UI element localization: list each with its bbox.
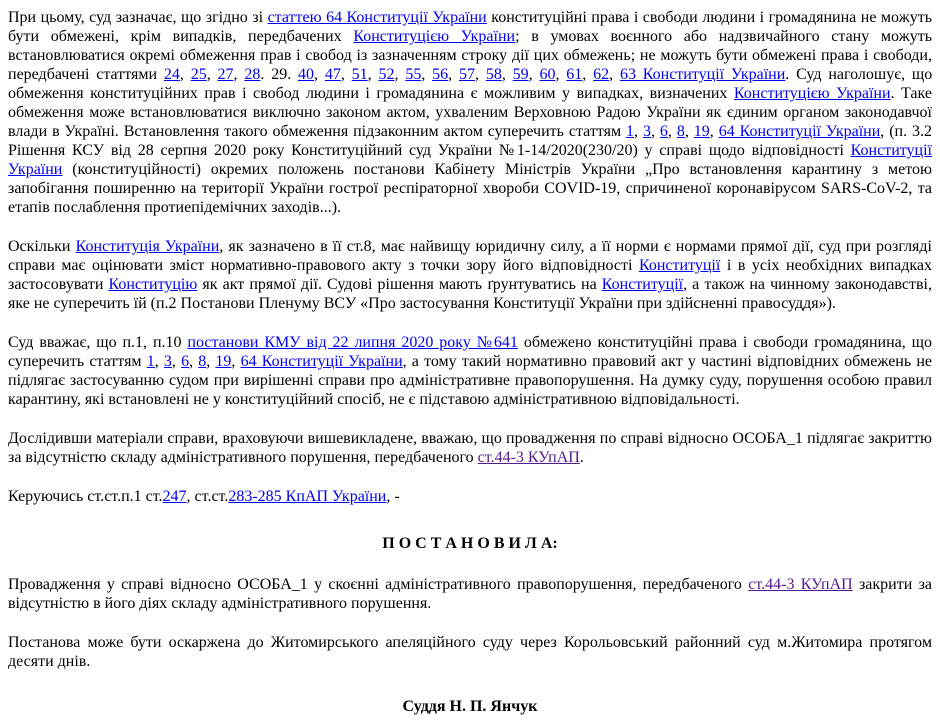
resolution-heading (8, 534, 932, 553)
text-run: , (501, 66, 513, 83)
legal-reference-link[interactable]: Конституцією України (733, 85, 891, 102)
legal-reference-link[interactable]: 62 (593, 66, 610, 83)
legal-reference-link[interactable]: ст.44-3 КУпАП (748, 576, 853, 593)
text-run: Керуючись ст.ст.п.1 ст. (8, 488, 163, 505)
legal-reference-link[interactable]: 24 (163, 66, 180, 83)
text-run: , (171, 353, 182, 370)
text-run: , а також на чинному законодавстві, яке не суперечить їй (п.2 Постанови Пленуму ВСУ «Про застосування Конституції України при здійсненні правосуддя»). (8, 276, 932, 312)
legal-reference-link[interactable]: Конституція України (75, 238, 220, 255)
text-run: , (154, 353, 164, 370)
text-run: і в усіх необхідних випадках застосовувати (8, 257, 933, 293)
text-run: , (233, 66, 245, 83)
legal-reference-link[interactable]: ст.44-3 КУпАП (477, 449, 580, 466)
text-run: , а тому такий нормативно правовий акт у частині відповідних обмежень не підлягає застосуванню судом при вирішенні справи про адміністративне правопорушення. На думку суду, порушення особою правил карантину, які встановлені не у конституційний спосіб, не є підставою адміністративною відповідальності. (8, 353, 933, 408)
legal-reference-link[interactable]: 64 Конституції України (718, 123, 881, 140)
legal-reference-link[interactable]: 64 Конституції України (240, 353, 403, 370)
legal-reference-link[interactable]: 247 (162, 488, 187, 505)
text-run: , (528, 66, 540, 83)
legal-reference-link[interactable]: 25 (190, 66, 207, 83)
legal-reference-link[interactable]: 40 (298, 66, 315, 83)
text-run: Постанова може бути оскаржена до Житомирського апеляційного суду через Корольовський районний суд м.Житомира протягом десяти днів. (8, 634, 932, 670)
text-run: , (609, 66, 620, 83)
text-run: . (579, 449, 584, 466)
text-run: . 29. (260, 66, 299, 83)
text-run: , (340, 66, 352, 83)
text-run: , (206, 66, 218, 83)
text-run: , ст.ст. (186, 488, 229, 505)
text-run: Дослідивши матеріали справи, враховуючи вишевикладене, вважаю, що провадження по справі відносно ОСОБА_1 підлягає закриттю за відсутністю складу адміністративного порушення, передбаченого (8, 430, 932, 466)
text-run: . Суд наголошує, що обмеження конституційних прав і свобод людини і громадянина є можливим у випадках, визначених (8, 66, 933, 102)
text-run: , (п. 3.2 Рішення КСУ від 28 серпня 2020 року Конституційний суд України №1-14/2020(230/20) у справі щодо відповідності (8, 123, 933, 159)
legal-reference-link[interactable]: Конституції України (8, 142, 932, 178)
text-run: , - (386, 488, 400, 505)
text-run: . Таке обмеження може встановлюватися виключно законом актом, ухваленим Верховною Радою України як єдиним органом законодавчої влади в Україні. Встановлення такого обмеження підзаконним актом суперечить статтям (8, 85, 932, 140)
text-run: , (189, 353, 199, 370)
text-run: , (421, 66, 433, 83)
legal-reference-link[interactable]: 8 (676, 123, 685, 140)
paragraph (8, 487, 932, 506)
paragraph (8, 237, 932, 313)
legal-reference-link[interactable]: 28 (244, 66, 261, 83)
text-run: , (206, 353, 216, 370)
text-run: , (650, 123, 660, 140)
text-run: Суддя Н. П. Янчук (402, 698, 538, 715)
text-run: як акт прямої дії. Судові рішення мають ґрунтуватись на (197, 276, 602, 293)
text-run: , (179, 66, 191, 83)
text-run: , (314, 66, 325, 83)
text-run: (конституційності) окремих положень постанови Кабінету Міністрів України „Про встановлення карантину з метою запобігання поширенню на території України гострої респіраторної хвороби COVID-19, спричиненої коронавірусом SARS-CoV-2, та етапів послаблення протиепідемічних заходів...). (8, 161, 932, 216)
legal-reference-link[interactable]: статтею 64 Конституції України (267, 9, 487, 26)
legal-reference-link[interactable]: 59 (512, 66, 529, 83)
legal-reference-link[interactable]: 6 (659, 123, 668, 140)
legal-reference-link[interactable]: 3 (163, 353, 172, 370)
legal-reference-link[interactable]: 51 (351, 66, 368, 83)
paragraph (8, 429, 932, 467)
paragraph (8, 575, 932, 613)
paragraph (8, 8, 932, 217)
legal-reference-link[interactable]: Конституції (638, 257, 721, 274)
legal-reference-link[interactable]: Конституцію (108, 276, 198, 293)
judge-signature (8, 697, 932, 716)
legal-reference-link[interactable]: 1 (146, 353, 155, 370)
text-run: , (634, 123, 643, 140)
legal-reference-link[interactable]: 283-285 КпАП України (228, 488, 387, 505)
text-run: Провадження у справі відносно ОСОБА_1 у скоєнні адміністративного правопорушення, передбаченого (8, 576, 749, 593)
text-run: , (367, 66, 379, 83)
legal-reference-link[interactable]: 47 (324, 66, 341, 83)
legal-reference-link[interactable]: 3 (642, 123, 651, 140)
court-decision-document (8, 8, 932, 716)
text-run: , (709, 123, 719, 140)
text-run: Суд вважає, що п.1, п.10 (8, 334, 188, 351)
text-run: конституційні права і свободи людини і громадянина не можуть бути обмежені, крім випадків, передбачених (8, 9, 932, 45)
legal-reference-link[interactable]: постанови КМУ від 22 липня 2020 року №641 (187, 334, 518, 351)
legal-reference-link[interactable]: 19 (215, 353, 232, 370)
legal-reference-link[interactable]: 1 (626, 123, 635, 140)
text-run: При цьому, суд зазначає, що згідно зі (8, 9, 268, 26)
legal-reference-link[interactable]: 27 (217, 66, 234, 83)
legal-reference-link[interactable]: 55 (405, 66, 422, 83)
text-run: П О С Т А Н О В И Л А: (382, 535, 558, 552)
paragraph (8, 633, 932, 671)
text-run: ; в умовах воєнного або надзвичайного стану можуть встановлюватися окремі обмеження прав і свобод із зазначенням строку дії цих обмежень; не можуть бути обмежені права і свободи, передбачені статтями (8, 28, 933, 83)
text-run: , (394, 66, 406, 83)
text-run: , (582, 66, 594, 83)
text-run: , (684, 123, 694, 140)
text-run: , (667, 123, 677, 140)
text-run: , (555, 66, 567, 83)
text-run: , як зазначено в її ст.8, має найвищу юридичну силу, а її норми є нормами прямої дії, суд при розгляді справи має оцінювати зміст нормативно-правового акту з точки зору його відповідності (8, 238, 932, 274)
legal-reference-link[interactable]: 63 Конституції України (619, 66, 786, 83)
legal-reference-link[interactable]: 8 (198, 353, 207, 370)
text-run: , (474, 66, 486, 83)
legal-reference-link[interactable]: 57 (458, 66, 475, 83)
legal-reference-link[interactable]: 52 (378, 66, 395, 83)
text-run: , (448, 66, 459, 83)
text-run: Оскільки (8, 238, 76, 255)
legal-reference-link[interactable]: 61 (566, 66, 583, 83)
legal-reference-link[interactable]: 56 (432, 66, 449, 83)
legal-reference-link[interactable]: Конституцією України (353, 28, 516, 45)
paragraph (8, 333, 932, 409)
legal-reference-link[interactable]: 19 (693, 123, 710, 140)
text-run: , (231, 353, 241, 370)
legal-reference-link[interactable]: 60 (539, 66, 556, 83)
legal-reference-link[interactable]: 6 (181, 353, 190, 370)
text-run: обмежено конституційні права і свободи громадянина, що суперечить статтям (8, 334, 932, 370)
text-run: закрити за відсутністю в його діях складу адміністративного порушення. (8, 576, 933, 612)
legal-reference-link[interactable]: 58 (485, 66, 502, 83)
legal-reference-link[interactable]: Конституції (601, 276, 684, 293)
